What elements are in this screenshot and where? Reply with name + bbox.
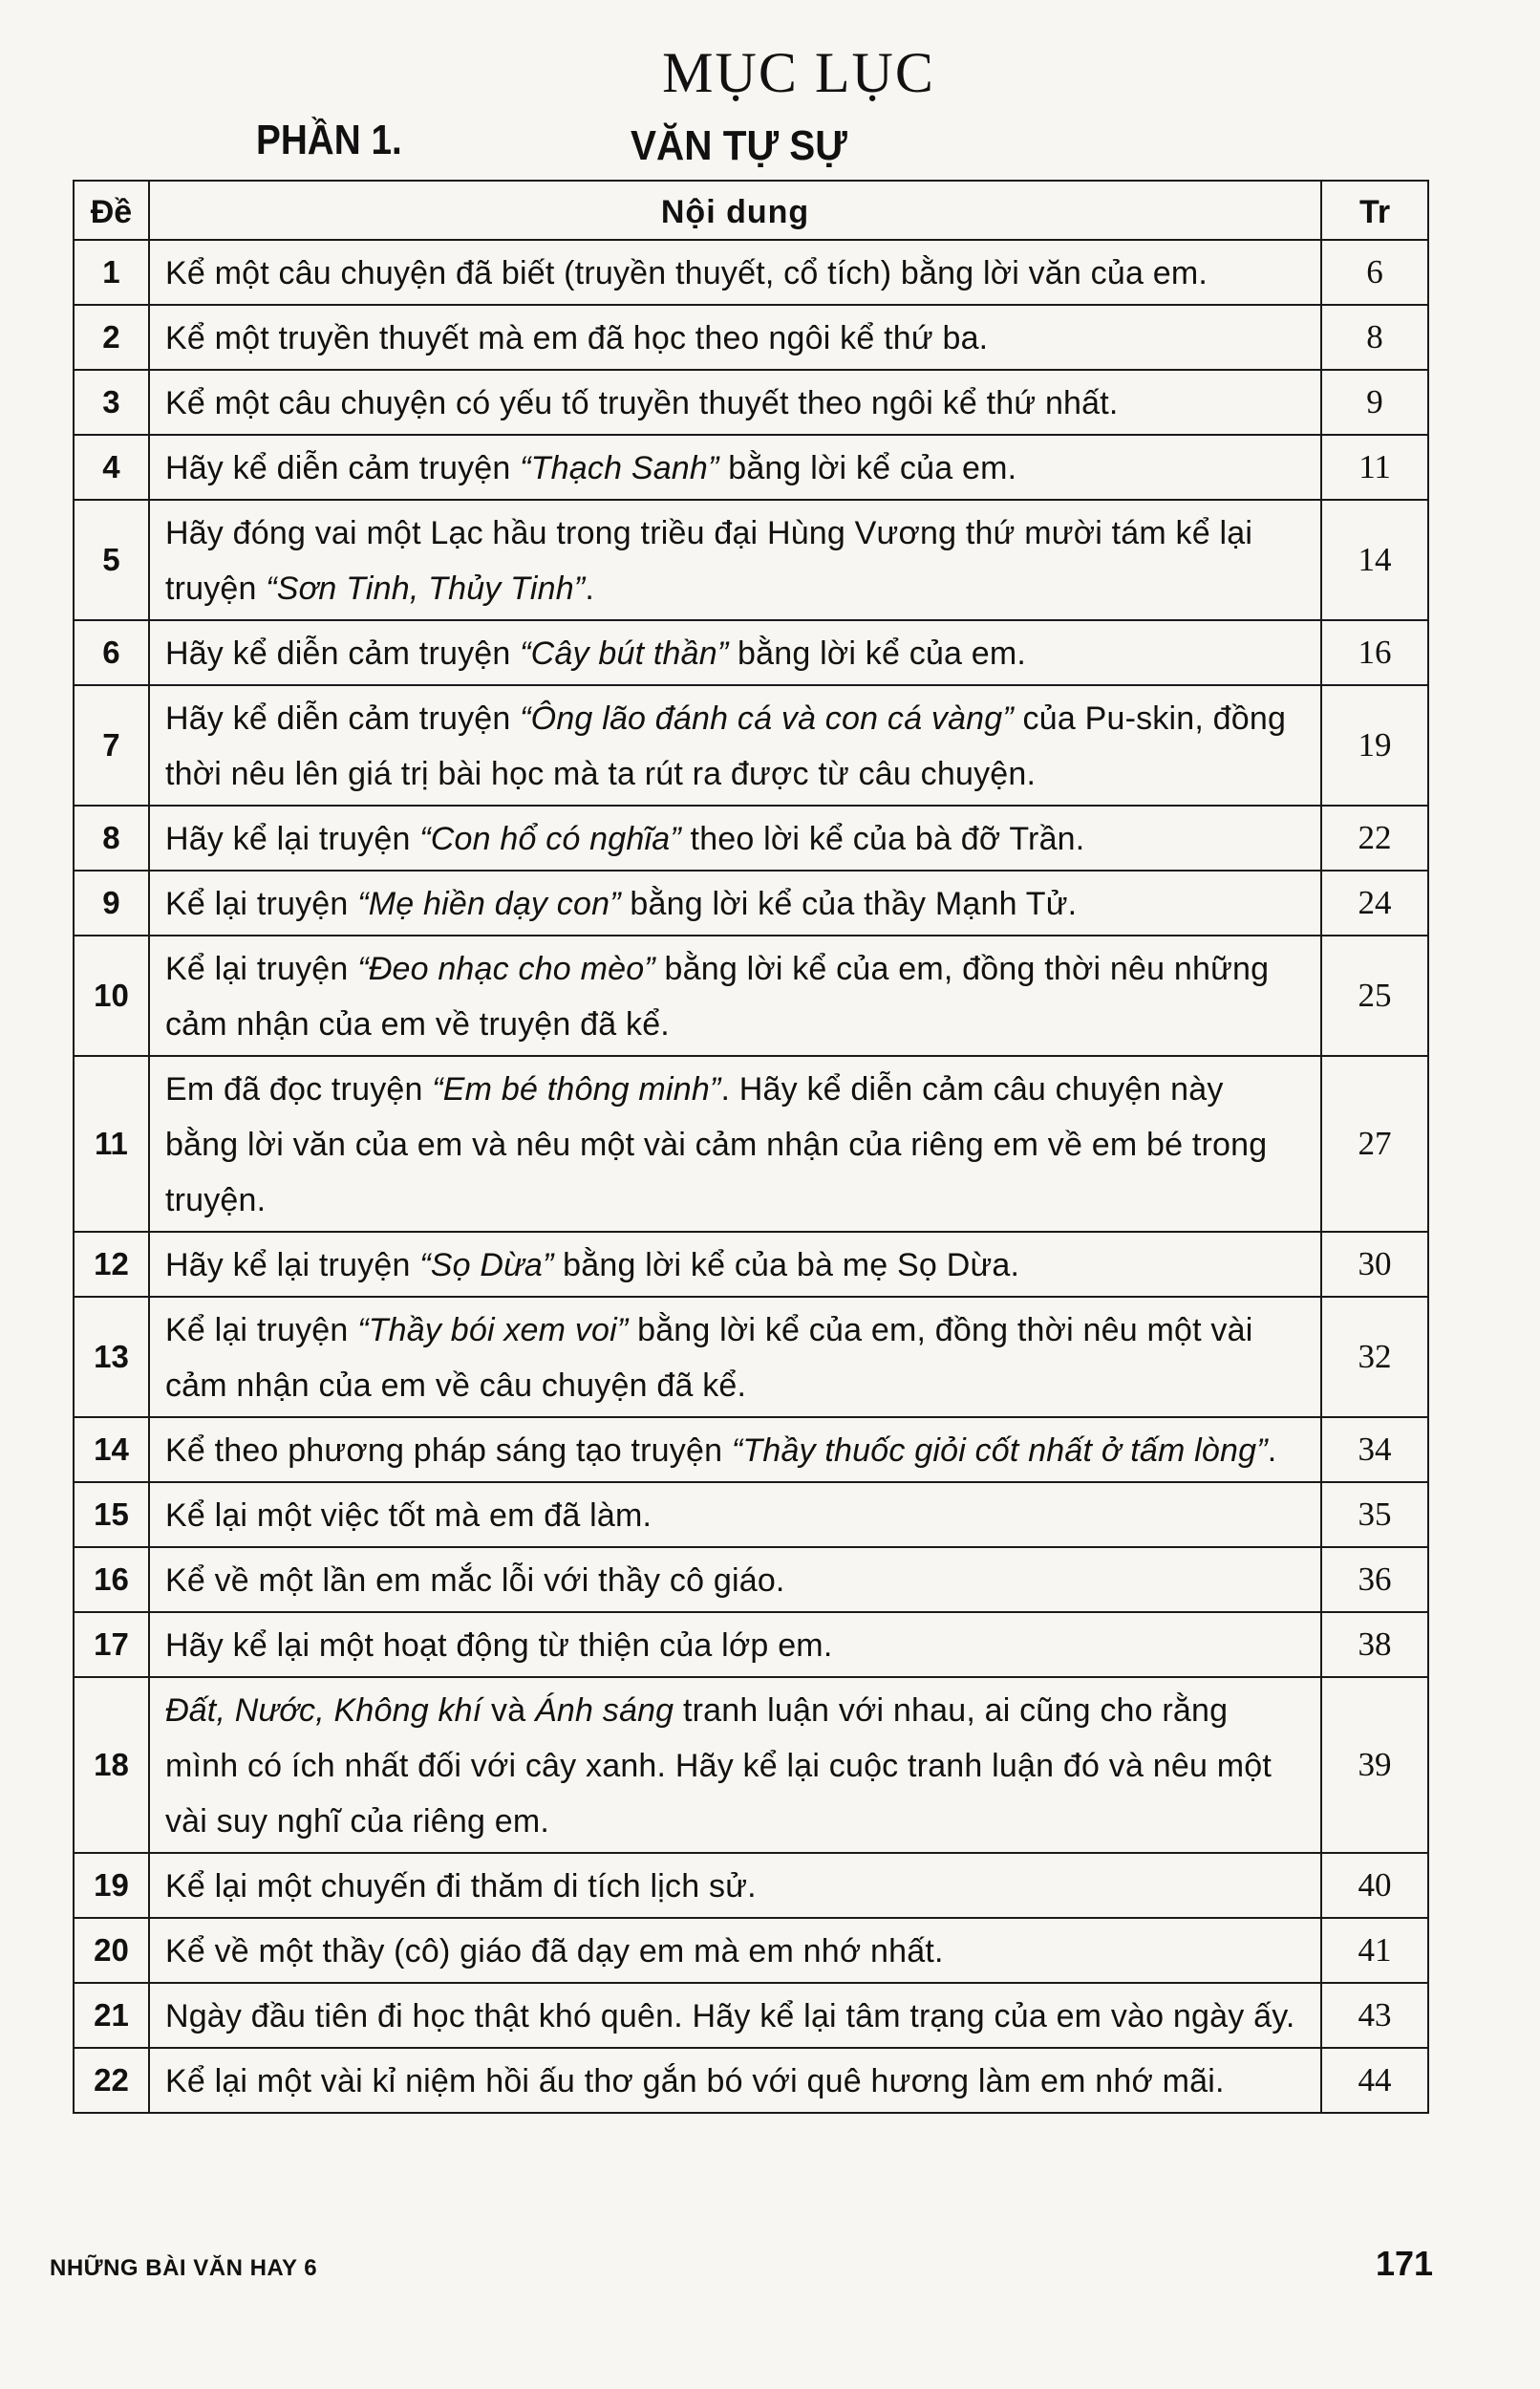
row-content [149, 240, 1321, 305]
row-number: 19 [74, 1853, 149, 1918]
row-number: 21 [74, 1983, 149, 2048]
content-italic-text: “Ông lão đánh cá và con cá vàng” [520, 700, 1014, 737]
content-text: . [1267, 1432, 1277, 1469]
row-number: 7 [74, 685, 149, 806]
row-number: 5 [74, 500, 149, 620]
table-row [74, 1918, 1428, 1983]
table-row [74, 936, 1428, 1056]
content-text: Hãy đóng vai một Lạc hầu trong triều đại Hùng Vương thứ mười tám kể lại truyện [164, 515, 1253, 607]
content-text: Hãy kể diễn cảm truyện [164, 700, 521, 737]
row-number: 9 [74, 871, 149, 936]
content-text: Kể lại truyện [164, 1312, 358, 1348]
row-content [149, 305, 1321, 370]
content-text: bằng lời kể của thầy Mạnh Tử. [620, 886, 1078, 922]
content-italic-text: “Thầy thuốc giỏi cốt nhất ở tấm lòng” [731, 1432, 1268, 1469]
content-italic-text: “Sơn Tinh, Thủy Tinh” [266, 570, 586, 607]
content-text: Ngày đầu tiên đi học thật khó quên. Hãy kể lại tâm trạng của em vào ngày ấy. [164, 1998, 1295, 2034]
content-text: Hãy kể lại truyện [164, 821, 420, 857]
content-text: Kể một truyền thuyết mà em đã học theo ngôi kể thứ ba. [164, 320, 989, 356]
row-content [149, 936, 1321, 1056]
header-num: Đề [74, 181, 149, 240]
row-page: 32 [1321, 1297, 1428, 1417]
row-content [149, 435, 1321, 500]
content-text: theo lời kể của bà đỡ Trần. [680, 821, 1085, 857]
row-number: 10 [74, 936, 149, 1056]
row-number: 20 [74, 1918, 149, 1983]
book-title: NHỮNG BÀI VĂN HAY 6 [50, 2255, 318, 2281]
table-row [74, 435, 1428, 500]
content-text: Kể lại truyện [164, 951, 358, 987]
content-text: Kể lại truyện [164, 886, 358, 922]
table-row [74, 1297, 1428, 1417]
row-page: 11 [1321, 435, 1428, 500]
row-content [149, 685, 1321, 806]
table-body [74, 240, 1428, 2113]
table-header-row [74, 181, 1428, 240]
content-italic-text: “Mẹ hiền dạy con” [357, 886, 621, 922]
row-page: 19 [1321, 685, 1428, 806]
content-text: bằng lời kể của bà mẹ Sọ Dừa. [553, 1247, 1020, 1283]
row-page: 43 [1321, 1983, 1428, 2048]
row-content [149, 806, 1321, 871]
row-number: 3 [74, 370, 149, 435]
row-page: 16 [1321, 620, 1428, 685]
row-content [149, 1232, 1321, 1297]
row-content [149, 2048, 1321, 2113]
row-page: 6 [1321, 240, 1428, 305]
content-italic-text: “Sọ Dừa” [419, 1247, 554, 1283]
row-page: 36 [1321, 1547, 1428, 1612]
row-page: 9 [1321, 370, 1428, 435]
row-page: 27 [1321, 1056, 1428, 1232]
table-row [74, 1612, 1428, 1677]
content-text: Hãy kể diễn cảm truyện [164, 450, 521, 486]
header-page: Tr [1321, 181, 1428, 240]
table-row [74, 620, 1428, 685]
row-number: 2 [74, 305, 149, 370]
row-number: 16 [74, 1547, 149, 1612]
row-page: 39 [1321, 1677, 1428, 1853]
table-row [74, 305, 1428, 370]
row-page: 30 [1321, 1232, 1428, 1297]
header-content: Nội dung [149, 181, 1321, 240]
content-text: Kể một câu chuyện đã biết (truyền thuyết, cổ tích) bằng lời văn của em. [164, 255, 1208, 291]
row-page: 22 [1321, 806, 1428, 871]
row-page: 38 [1321, 1612, 1428, 1677]
content-text: Kể về một lần em mắc lỗi với thầy cô giáo. [164, 1562, 785, 1599]
content-text: Kể lại một chuyến đi thăm di tích lịch sử. [164, 1868, 757, 1905]
row-page: 14 [1321, 500, 1428, 620]
row-number: 22 [74, 2048, 149, 2113]
content-text: Hãy kể lại truyện [164, 1247, 420, 1283]
table-row [74, 500, 1428, 620]
content-text: bằng lời kể của em, đồng thời nêu một vài cảm nhận của em về câu chuyện đã kể. [164, 1312, 1253, 1404]
table-of-contents [73, 180, 1429, 2114]
content-italic-text: “Thầy bói xem voi” [357, 1312, 629, 1348]
row-content [149, 1983, 1321, 2048]
row-content [149, 620, 1321, 685]
content-text: và [481, 1692, 536, 1729]
table-row [74, 1232, 1428, 1297]
table-row [74, 1547, 1428, 1612]
content-text: Em đã đọc truyện [164, 1071, 433, 1108]
row-content [149, 1547, 1321, 1612]
content-text: . Hãy kể diễn cảm câu chuyện này bằng lời văn của em và nêu một vài cảm nhận của riêng em về em bé trong truyện. [164, 1071, 1268, 1218]
content-italic-text: Đất, Nước, Không khí [164, 1692, 482, 1729]
row-page: 34 [1321, 1417, 1428, 1482]
row-content [149, 1417, 1321, 1482]
table-row [74, 2048, 1428, 2113]
row-number: 12 [74, 1232, 149, 1297]
row-number: 17 [74, 1612, 149, 1677]
content-text: Kể lại một việc tốt mà em đã làm. [164, 1497, 652, 1534]
table-row [74, 1417, 1428, 1482]
row-page: 41 [1321, 1918, 1428, 1983]
row-content [149, 1853, 1321, 1918]
row-content [149, 1056, 1321, 1232]
content-text: của Pu-skin, đồng thời nêu lên giá trị bài học mà ta rút ra được từ câu chuyện. [164, 700, 1287, 792]
table-row [74, 806, 1428, 871]
row-content [149, 500, 1321, 620]
part-name: VĂN TỰ SỰ [631, 122, 847, 169]
row-page: 24 [1321, 871, 1428, 936]
row-content [149, 1677, 1321, 1853]
table-row [74, 1853, 1428, 1918]
content-text: bằng lời kể của em. [728, 635, 1027, 672]
row-page: 44 [1321, 2048, 1428, 2113]
page-number: 171 [1376, 2244, 1434, 2283]
table-row [74, 370, 1428, 435]
content-text: Kể về một thầy (cô) giáo đã dạy em mà em nhớ nhất. [164, 1933, 944, 1969]
table-row [74, 1983, 1428, 2048]
content-text: bằng lời kể của em. [718, 450, 1017, 486]
row-content [149, 370, 1321, 435]
content-italic-text: “Thạch Sanh” [520, 450, 719, 486]
content-italic-text: “Cây bút thần” [520, 635, 729, 672]
page-title: MỤC LỤC [662, 41, 935, 104]
content-text: Kể lại một vài kỉ niệm hồi ấu thơ gắn bó với quê hương làm em nhớ mãi. [164, 2063, 1225, 2099]
row-content [149, 1482, 1321, 1547]
content-text: Kể theo phương pháp sáng tạo truyện [164, 1432, 732, 1469]
table-row [74, 685, 1428, 806]
row-page: 25 [1321, 936, 1428, 1056]
content-text: tranh luận với nhau, ai cũng cho rằng mình có ích nhất đối với cây xanh. Hãy kể lại cuộc tranh luận đó và nêu một vài suy nghĩ của riêng em. [164, 1692, 1272, 1840]
content-text: Hãy kể diễn cảm truyện [164, 635, 521, 672]
row-number: 1 [74, 240, 149, 305]
content-text: Hãy kể lại một hoạt động từ thiện của lớp em. [164, 1627, 833, 1664]
row-number: 15 [74, 1482, 149, 1547]
row-page: 8 [1321, 305, 1428, 370]
table-row [74, 1677, 1428, 1853]
table-row [74, 1482, 1428, 1547]
content-italic-text: “Đeo nhạc cho mèo” [357, 951, 655, 987]
row-number: 14 [74, 1417, 149, 1482]
row-number: 13 [74, 1297, 149, 1417]
part-label: PHẦN 1. [256, 117, 402, 163]
content-italic-text: “Em bé thông minh” [432, 1071, 721, 1108]
content-text: Kể một câu chuyện có yếu tố truyền thuyết theo ngôi kể thứ nhất. [164, 385, 1119, 421]
row-page: 35 [1321, 1482, 1428, 1547]
row-number: 4 [74, 435, 149, 500]
row-content [149, 871, 1321, 936]
table-row [74, 240, 1428, 305]
row-page: 40 [1321, 1853, 1428, 1918]
row-number: 6 [74, 620, 149, 685]
row-number: 11 [74, 1056, 149, 1232]
table-row [74, 871, 1428, 936]
row-content [149, 1612, 1321, 1677]
row-content [149, 1918, 1321, 1983]
content-text: bằng lời kể của em, đồng thời nêu những cảm nhận của em về truyện đã kể. [164, 951, 1270, 1043]
row-number: 8 [74, 806, 149, 871]
table-row [74, 1056, 1428, 1232]
row-content [149, 1297, 1321, 1417]
row-number: 18 [74, 1677, 149, 1853]
content-italic-text: “Con hổ có nghĩa” [419, 821, 681, 857]
content-text: . [585, 570, 594, 607]
content-italic-text: Ánh sáng [535, 1692, 674, 1729]
